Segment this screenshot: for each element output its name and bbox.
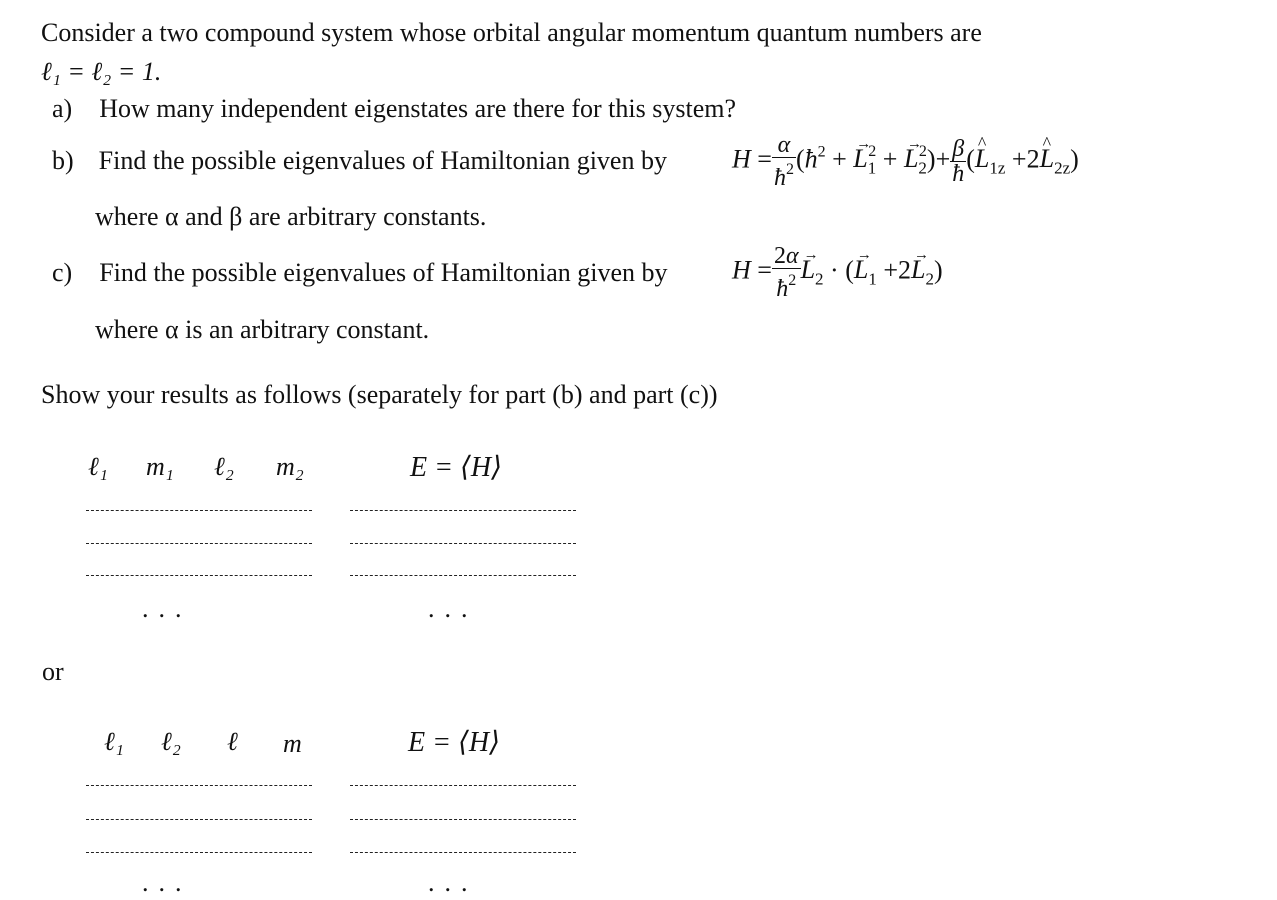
table1-row-1-right [350,510,576,511]
table1-dots-left: ... [142,594,192,623]
table2-row-1-right [350,785,576,786]
table1-header-l1: ℓ₁ [88,452,108,481]
table1-row-3-left [86,575,312,576]
hamiltonian-b: H = $\frac{\alpha}{ħ^2}$ ($ħ^2$ + → $L_1^2$ + → $L_2^2)+$ $\frac{\beta}{ħ}$ (^ $L_{1z}$ +2^ $L_{2z}$) [732,133,1079,190]
table1-dots-right: ... [428,594,478,623]
part-a-text: How many independent eigenstates are there for this system? [99,94,736,123]
table1-energy-header: E = ⟨H⟩ [410,452,503,483]
part-b [52,146,667,176]
table2-row-3-left [86,852,312,853]
part-b-label: b) [52,146,74,175]
condition-formula: ℓ₁ = ℓ₂ = 1. [41,57,162,86]
table2-row-2-left [86,819,312,820]
table1-header-m2: m₂ [276,452,304,481]
part-c-where: where α is an arbitrary constant. [95,315,430,344]
table2-row-3-right [350,852,576,853]
table1-row-2-left [86,543,312,544]
part-c-text: Find the possible eigenvalues of Hamiltonian given by [99,258,668,287]
table2-dots-left: ... [142,868,192,897]
quantum-number-condition [41,57,161,87]
table2-header-l2: ℓ₂ [161,727,181,756]
table2-header-l1: ℓ₁ [104,727,124,756]
table1-row-3-right [350,575,576,576]
part-b-text: Find the possible eigenvalues of Hamiltonian given by [98,146,667,175]
table2-dots-right: ... [428,868,478,897]
table1-header-l2: ℓ₂ [214,452,234,481]
part-c-label: c) [52,258,73,287]
table1-row-1-left [86,510,312,511]
part-c [52,258,668,288]
table1-header-m1: m₁ [146,452,174,481]
or-text: or [42,657,64,686]
hamiltonian-c: H = $\frac{2\alpha}{ħ^2}$ → $L_2$ · (→ $L_1 +2\to L_2$) [732,244,943,301]
table2-row-2-right [350,819,576,820]
part-b-where: where α and β are arbitrary constants. [95,202,487,231]
part-a [52,94,736,124]
table2-energy-header: E = ⟨H⟩ [408,727,501,758]
part-a-label: a) [52,94,73,123]
instruction: Show your results as follows (separately for part (b) and part (c)) [41,380,718,409]
table2-row-1-left [86,785,312,786]
table1-row-2-right [350,543,576,544]
table2-header-m: m [283,729,302,758]
intro-line: Consider a two compound system whose orbital angular momentum quantum numbers are [41,18,982,47]
table2-header-l: ℓ [227,727,238,756]
